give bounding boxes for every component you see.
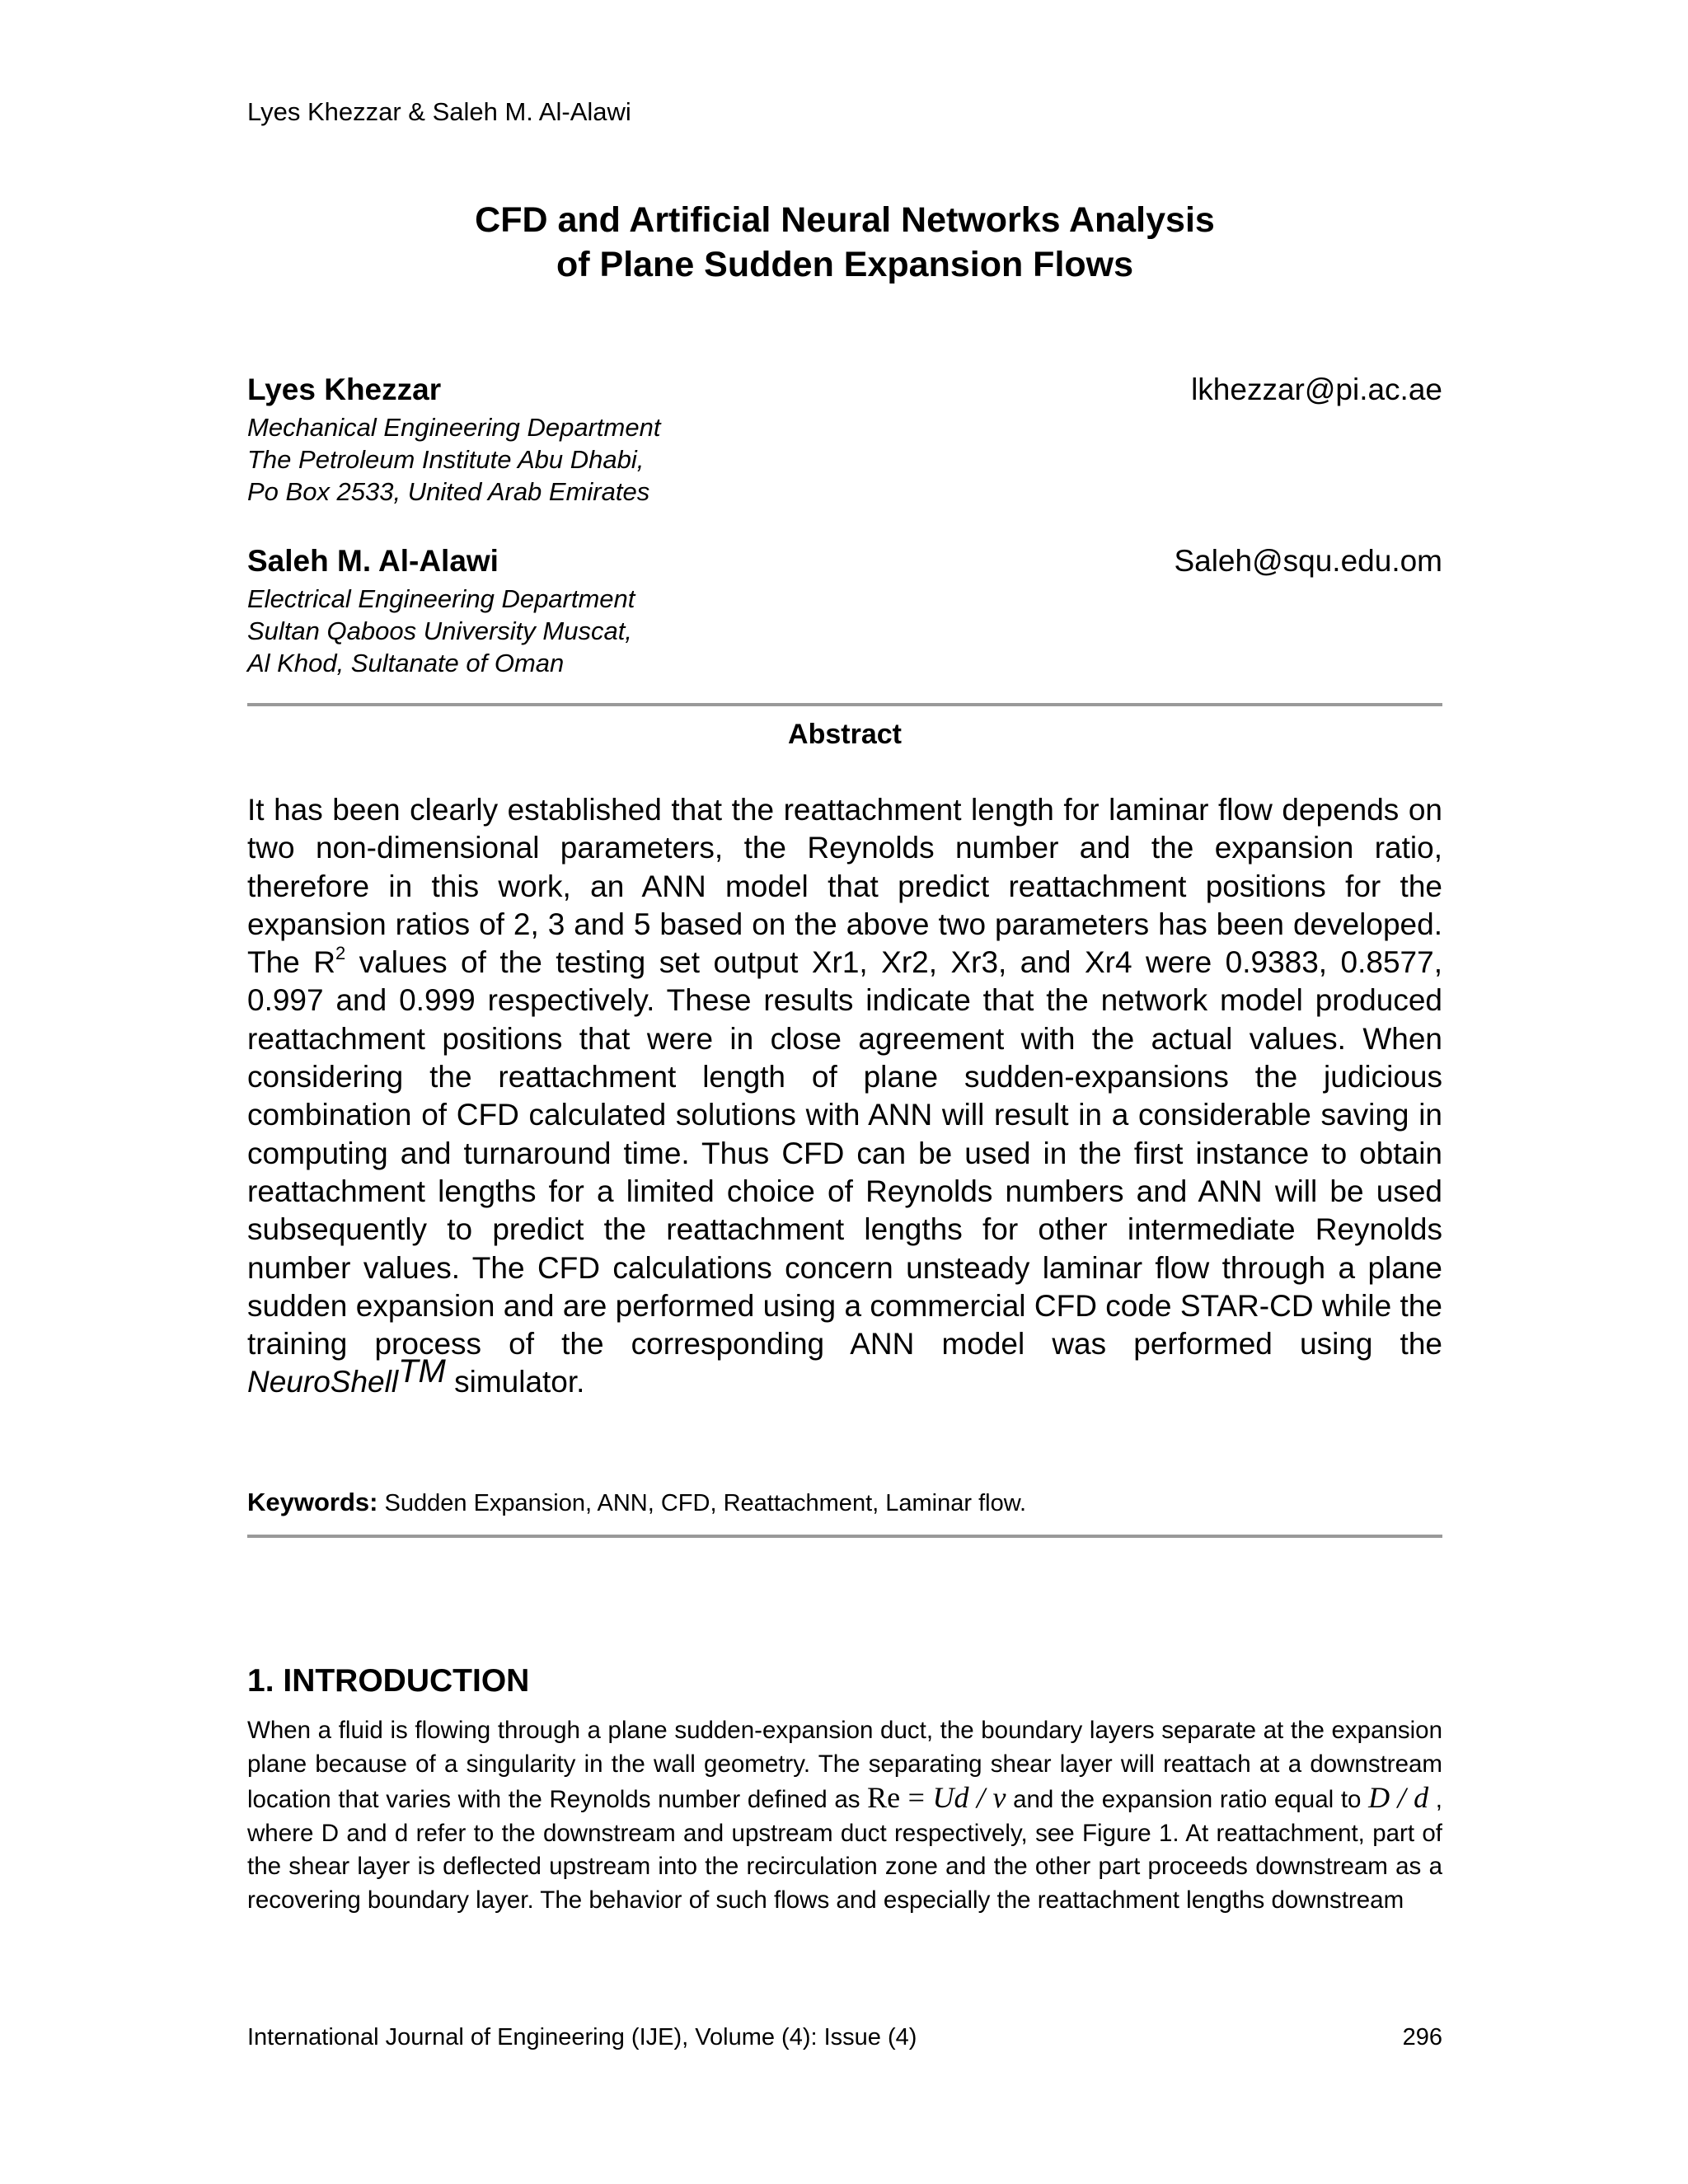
top-divider xyxy=(247,703,1442,706)
author-1-affil-line: Mechanical Engineering Department xyxy=(247,413,661,442)
equals-sign: = xyxy=(900,1781,933,1814)
author-2-affil-line: Sultan Qaboos University Muscat, xyxy=(247,616,632,645)
intro-text: and the expansion ratio equal to xyxy=(1006,1786,1369,1813)
author-2-affiliation xyxy=(247,583,635,679)
re-rhs: Ud / ν xyxy=(932,1781,1006,1814)
section-heading-introduction: 1. INTRODUCTION xyxy=(247,1663,530,1699)
keywords-text: Sudden Expansion, ANN, CFD, Reattachment, Laminar flow. xyxy=(377,1490,1027,1516)
r-squared-superscript: 2 xyxy=(335,942,346,963)
re-symbol: Re xyxy=(867,1781,901,1814)
intro-text: When a fluid is flowing through a plane sudden-expansion duct, the boundary layers separate at the expansion plane because of a singularity in the wall geometry. The separating shear layer will reattach at a downstream location that varies with the Reynolds number defined as xyxy=(247,1717,1442,1813)
title-line-2: of Plane Sudden Expansion Flows xyxy=(556,245,1134,284)
footer-journal: International Journal of Engineering (IJE), Volume (4): Issue (4) xyxy=(247,2024,917,2050)
bottom-divider xyxy=(247,1535,1442,1538)
intro-text: , where D and d refer to the downstream and upstream duct respectively, see Figure 1. At reattachment, part of the shear layer is deflected upstream into the recirculation zone and the other part proceeds downstream as a recovering boundary layer. The behavior of such flows and especially the reattachment lengths downstream xyxy=(247,1786,1443,1914)
keywords-label: Keywords: xyxy=(247,1488,378,1516)
author-1-affil-line: The Petroleum Institute Abu Dhabi, xyxy=(247,445,645,474)
expansion-ratio-formula: D / d xyxy=(1368,1781,1429,1814)
abstract-text: simulator. xyxy=(445,1365,585,1399)
abstract-heading: Abstract xyxy=(788,719,902,750)
author-2-affil-line: Al Khod, Sultanate of Oman xyxy=(247,649,565,677)
footer-page-number: 296 xyxy=(1402,2024,1442,2050)
paper-title xyxy=(247,198,1442,287)
keywords xyxy=(247,1488,1026,1517)
author-1-affil-line: Po Box 2533, United Arab Emirates xyxy=(247,477,650,506)
author-2-affil-line: Electrical Engineering Department xyxy=(247,584,635,613)
neuroshell-name: NeuroShell xyxy=(247,1365,399,1399)
introduction-body xyxy=(247,1714,1442,1917)
trademark-mark: TM xyxy=(398,1353,446,1390)
abstract-body xyxy=(247,791,1442,1402)
author-1-name: Lyes Khezzar xyxy=(247,373,442,406)
abstract-text: It has been clearly established that the reattachment length for laminar flow depends on two non-dimensional parameters, the Reynolds number and the expansion ratio, therefore in this work, an ANN model that predict reattachment positions for the expansion ratios of 2, 3 and 5 based on the above two parameters has been developed. The R xyxy=(247,793,1442,980)
running-head: Lyes Khezzar & Saleh M. Al-Alawi xyxy=(247,97,631,126)
title-line-1: CFD and Artificial Neural Networks Analysis xyxy=(475,200,1215,240)
author-2-email[interactable]: Saleh@squ.edu.om xyxy=(1174,544,1442,578)
author-1-email[interactable]: lkhezzar@pi.ac.ae xyxy=(1191,373,1442,406)
reynolds-formula xyxy=(867,1781,1006,1814)
abstract-text: values of the testing set output Xr1, Xr2, Xr3, and Xr4 were 0.9383, 0.8577, 0.997 and 0.999 respectively. These results indicate that the network model produced reattachment positions that were in close agreement with the actual values. When considering the reattachment length of plane sudden-expansions the judicious combination of CFD calculated solutions with ANN will result in a considerable saving in computing and turnaround time. Thus CFD can be used in the first instance to obtain reattachment lengths for a limited choice of Reynolds numbers and ANN will be used subsequently to predict the reattachment lengths for other intermediate Reynolds number values. The CFD calculations concern unsteady laminar flow through a plane sudden expansion and are performed using a commercial CFD code STAR-CD while the training process of the corresponding ANN model was performed using the xyxy=(247,945,1442,1361)
author-2-name: Saleh M. Al-Alawi xyxy=(247,544,499,578)
author-1-affiliation xyxy=(247,411,660,508)
